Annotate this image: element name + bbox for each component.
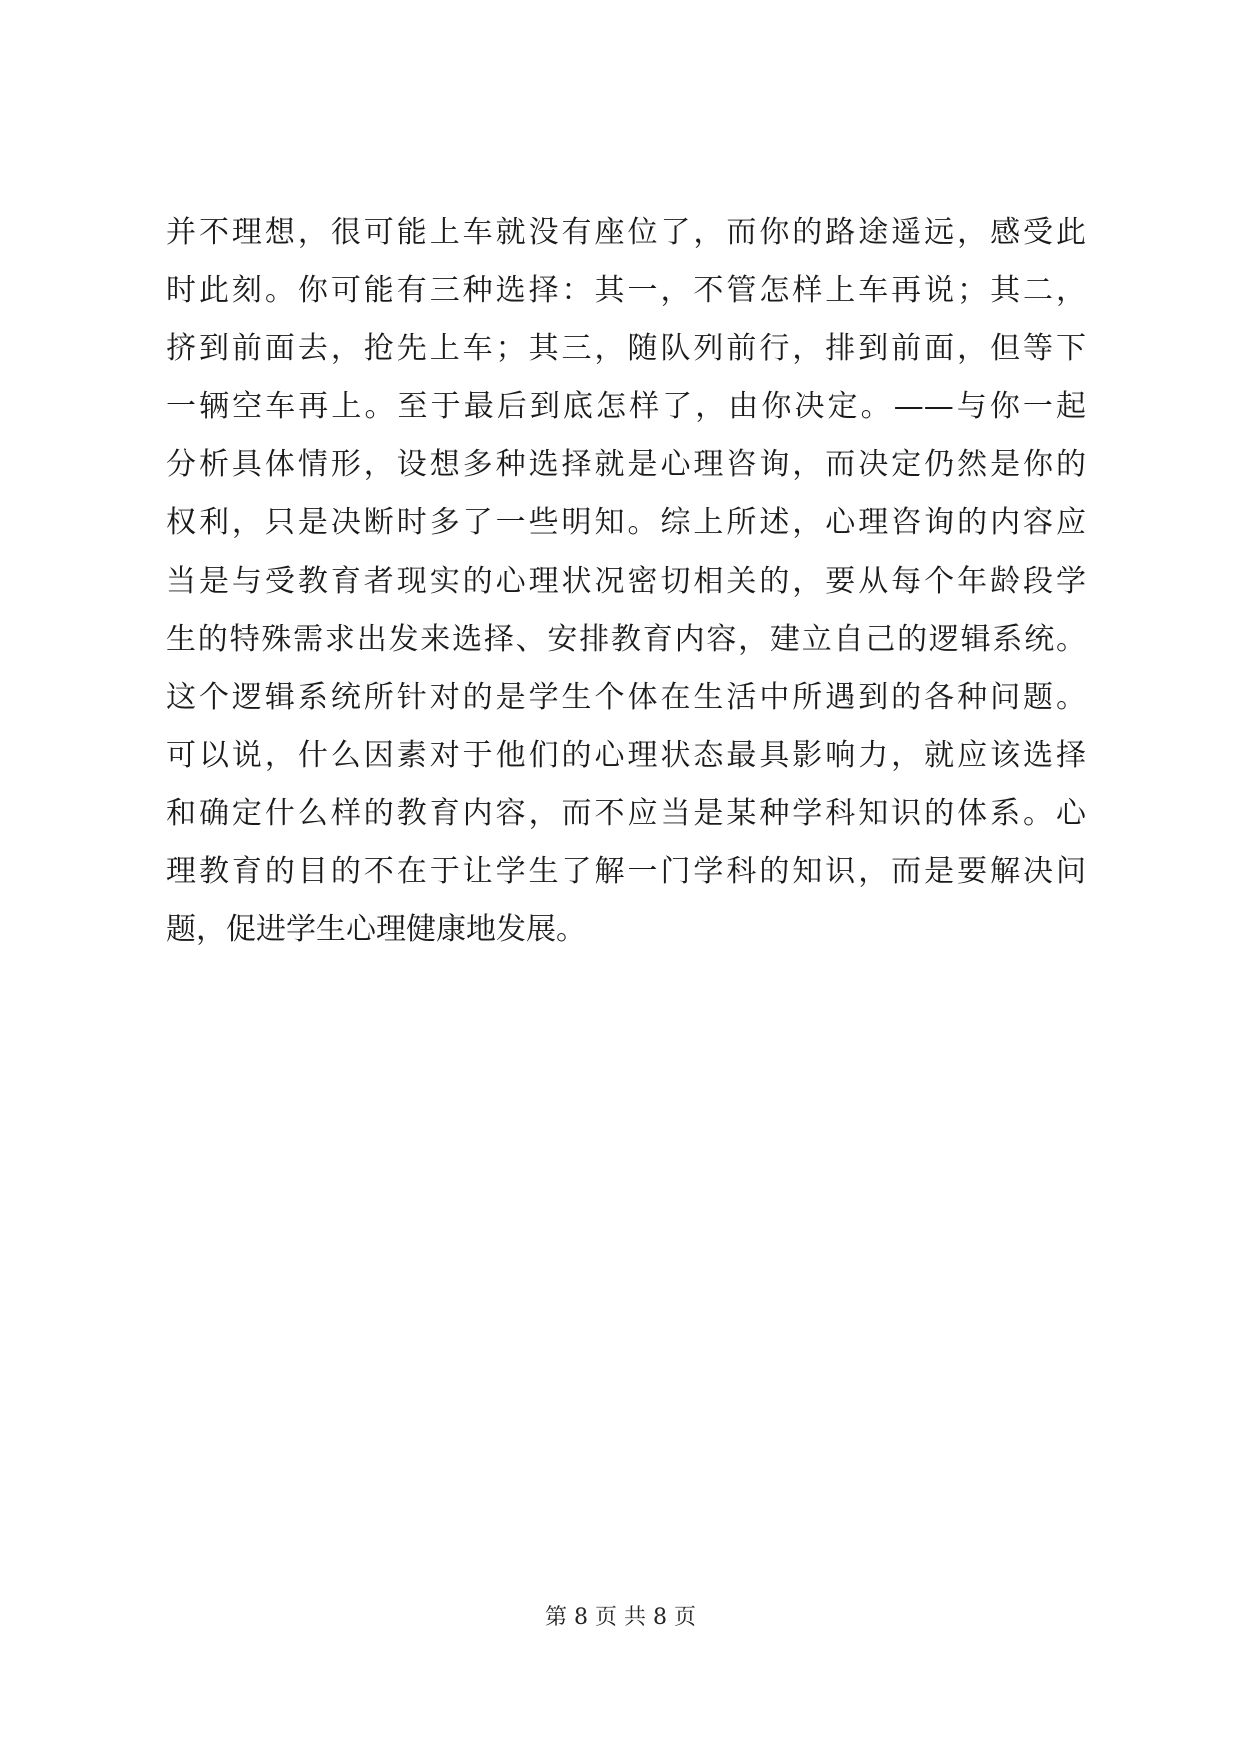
text-line: 这个逻辑系统所针对的是学生个体在生活中所遇到的各种问题。 — [166, 679, 1086, 715]
text-line: 分析具体情形，设想多种选择就是心理咨询，而决定仍然是你的 — [166, 447, 1086, 483]
page-number-footer: 第 8 页 共 8 页 — [545, 1605, 696, 1630]
text-line: 时此刻。你可能有三种选择：其一，不管怎样上车再说；其二， — [166, 273, 1086, 309]
text-line: 权利，只是决断时多了一些明知。综上所述，心理咨询的内容应 — [166, 505, 1086, 541]
text-line: 题，促进学生心理健康地发展。 — [166, 912, 586, 948]
text-line: 并不理想，很可能上车就没有座位了，而你的路途遥远，感受此 — [166, 215, 1086, 250]
text-line: 和确定什么样的教育内容，而不应当是某种学科知识的体系。心 — [166, 795, 1086, 831]
text-line: 一辆空车再上。至于最后到底怎样了，由你决定。——与你一起 — [166, 389, 1086, 425]
text-line: 挤到前面去，抢先上车；其三，随队列前行，排到前面，但等下 — [166, 331, 1086, 367]
text-line: 理教育的目的不在于让学生了解一门学科的知识，而是要解决问 — [166, 854, 1086, 890]
text-line: 当是与受教育者现实的心理状况密切相关的，要从每个年龄段学 — [166, 563, 1086, 599]
body-paragraph — [166, 204, 1086, 959]
text-line: 可以说，什么因素对于他们的心理状态最具影响力，就应该选择 — [166, 737, 1086, 773]
text-line: 生的特殊需求出发来选择、安排教育内容，建立自己的逻辑系统。 — [166, 621, 1086, 657]
